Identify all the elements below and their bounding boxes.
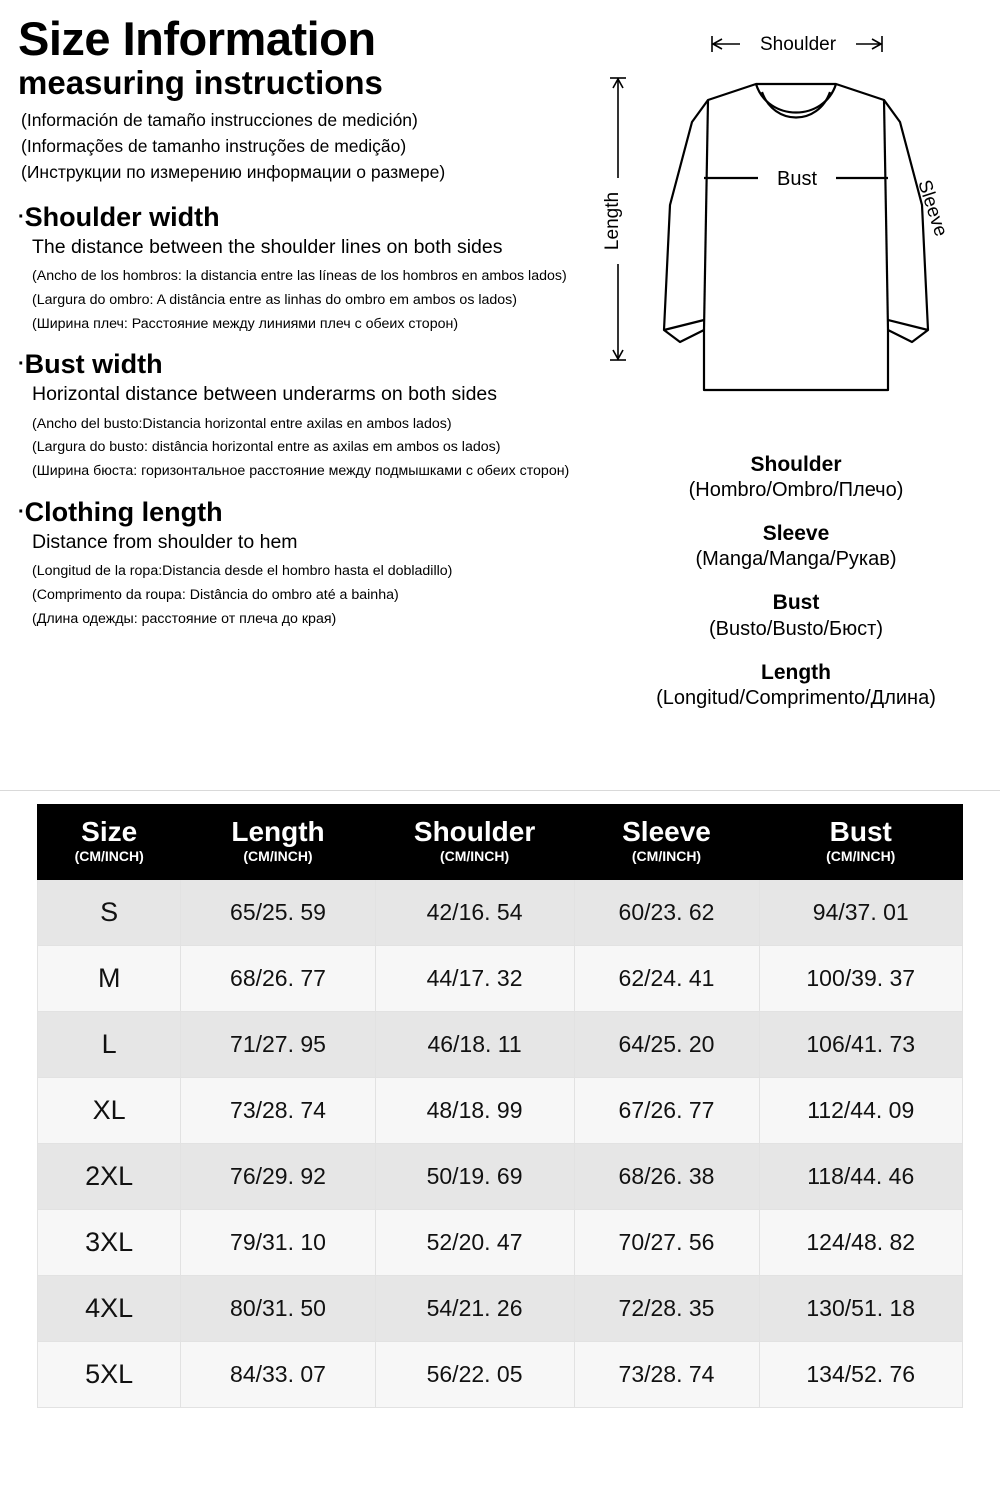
cell-size: M	[38, 945, 181, 1011]
column-unit: (CM/INCH)	[243, 847, 313, 864]
cell-length: 80/31. 50	[181, 1275, 375, 1341]
table-row	[38, 1077, 963, 1143]
bullet-icon: ·	[18, 205, 25, 228]
section-clothing-length	[18, 497, 598, 629]
column-unit: (CM/INCH)	[826, 847, 896, 864]
size-table	[37, 804, 963, 1408]
cell-length: 79/31. 10	[181, 1209, 375, 1275]
cell-bust: 124/48. 82	[759, 1209, 963, 1275]
cell-shoulder: 48/18. 99	[375, 1077, 574, 1143]
cell-length: 73/28. 74	[181, 1077, 375, 1143]
cell-sleeve: 60/23. 62	[574, 879, 759, 945]
page-title: Size Information	[18, 12, 376, 65]
label-shoulder-diagram: Shoulder	[759, 34, 837, 55]
table-row	[38, 1275, 963, 1341]
section-shoulder-width	[18, 202, 598, 334]
table-row	[38, 879, 963, 945]
instructions-column	[18, 14, 598, 634]
legend-list	[600, 452, 992, 711]
bullet-icon: ·	[18, 500, 25, 523]
cell-length: 71/27. 95	[181, 1011, 375, 1077]
cell-sleeve: 67/26. 77	[574, 1077, 759, 1143]
cell-length: 65/25. 59	[181, 879, 375, 945]
legend-translation: (Busto/Busto/Бюст)	[708, 617, 883, 640]
cell-shoulder: 42/16. 54	[375, 879, 574, 945]
column-header-sleeve	[574, 805, 759, 880]
section-translation-es: (Ancho de los hombros: la distancia entre las líneas de los hombros en ambos lados)	[32, 268, 567, 285]
column-header-bust	[759, 805, 963, 880]
cell-sleeve: 72/28. 35	[574, 1275, 759, 1341]
cell-size: 2XL	[38, 1143, 181, 1209]
page-subtitle: measuring instructions	[18, 64, 383, 102]
column-title: Size	[81, 816, 138, 847]
legend-translation: (Hombro/Ombro/Плечо)	[688, 479, 904, 502]
section-description: Distance from shoulder to hem	[32, 531, 298, 553]
legend-item-shoulder	[600, 452, 992, 503]
cell-size: XL	[38, 1077, 181, 1143]
cell-bust: 118/44. 46	[759, 1143, 963, 1209]
cell-shoulder: 52/20. 47	[375, 1209, 574, 1275]
cell-length: 84/33. 07	[181, 1341, 375, 1407]
column-header-length	[181, 805, 375, 880]
cell-bust: 130/51. 18	[759, 1275, 963, 1341]
legend-translation: (Manga/Manga/Рукав)	[695, 548, 897, 571]
cell-size: L	[38, 1011, 181, 1077]
cell-sleeve: 73/28. 74	[574, 1341, 759, 1407]
section-description: Horizontal distance between underarms on both sides	[32, 383, 498, 406]
bullet-icon: ·	[18, 353, 25, 376]
column-title: Sleeve	[622, 816, 711, 847]
size-table-section	[0, 790, 1000, 1408]
legend-item-length	[600, 660, 992, 711]
column-unit: (CM/INCH)	[439, 847, 510, 864]
label-length-diagram: Length	[602, 191, 623, 251]
table-row	[38, 1011, 963, 1077]
column-header-shoulder	[375, 805, 574, 880]
cell-bust: 106/41. 73	[759, 1011, 963, 1077]
header-translation-pt: (Informações de tamanho instruções de medição)	[21, 136, 407, 157]
section-heading	[18, 202, 598, 233]
section-translation-pt: (Largura do busto: distância horizontal entre as axilas em ambos os lados)	[32, 439, 501, 456]
cell-sleeve: 62/24. 41	[574, 945, 759, 1011]
legend-translation: (Longitud/Comprimento/Длина)	[656, 686, 936, 709]
garment-diagram	[600, 30, 992, 430]
header-translation-es: (Información de tamaño instrucciones de medición)	[21, 109, 418, 130]
cell-shoulder: 56/22. 05	[375, 1341, 574, 1407]
column-title: Shoulder	[413, 816, 536, 847]
label-bust-diagram: Bust	[776, 168, 818, 190]
section-translation-ru: (Ширина плеч: Расстояние между линиями плеч с обеих сторон)	[32, 315, 459, 332]
section-translation-es: (Longitud de la ropa:Distancia desde el hombro hasta el dobladillo)	[32, 563, 453, 580]
shirt-illustration	[600, 30, 992, 430]
section-heading	[18, 497, 598, 528]
table-row	[38, 1209, 963, 1275]
table-body	[38, 879, 963, 1407]
column-title: Length	[231, 816, 325, 847]
section-translation-ru: (Ширина бюста: горизонтальное расстояние между подмышками с обеих сторон)	[32, 463, 570, 480]
cell-shoulder: 44/17. 32	[375, 945, 574, 1011]
table-header-row	[38, 805, 963, 880]
table-header	[38, 805, 963, 880]
cell-bust: 134/52. 76	[759, 1341, 963, 1407]
header-translation-ru: (Инструкции по измерению информации о размере)	[21, 162, 446, 183]
cell-size: 4XL	[38, 1275, 181, 1341]
table-row	[38, 945, 963, 1011]
section-heading-text: Bust width	[24, 349, 163, 380]
cell-size: 3XL	[38, 1209, 181, 1275]
cell-sleeve: 68/26. 38	[574, 1143, 759, 1209]
section-translation-ru: (Длина одежды: расстояние от плеча до края)	[32, 610, 337, 627]
diagram-column	[600, 30, 992, 729]
section-translation-pt: (Comprimento da roupa: Distância do ombro até a bainha)	[32, 587, 399, 604]
cell-bust: 94/37. 01	[759, 879, 963, 945]
section-description: The distance between the shoulder lines on both sides	[32, 235, 503, 258]
section-heading-text: Shoulder width	[24, 201, 220, 232]
table-row	[38, 1341, 963, 1407]
cell-size: 5XL	[38, 1341, 181, 1407]
legend-item-sleeve	[600, 521, 992, 572]
section-bust-width	[18, 349, 598, 481]
cell-shoulder: 54/21. 26	[375, 1275, 574, 1341]
section-heading-text: Clothing length	[24, 496, 223, 527]
label-sleeve-diagram: Sleeve	[913, 177, 952, 240]
cell-length: 68/26. 77	[181, 945, 375, 1011]
column-unit: (CM/INCH)	[631, 847, 702, 864]
cell-bust: 112/44. 09	[759, 1077, 963, 1143]
column-title: Bust	[829, 816, 892, 847]
legend-item-bust	[600, 590, 992, 641]
cell-length: 76/29. 92	[181, 1143, 375, 1209]
section-translation-es: (Ancho del busto:Distancia horizontal entre axilas en ambos lados)	[32, 415, 452, 432]
legend-term: Length	[761, 660, 831, 684]
cell-size: S	[38, 879, 181, 945]
cell-bust: 100/39. 37	[759, 945, 963, 1011]
cell-shoulder: 50/19. 69	[375, 1143, 574, 1209]
legend-term: Sleeve	[762, 522, 830, 546]
section-translation-pt: (Largura do ombro: A distância entre as linhas do ombro em ambos os lados)	[32, 291, 517, 308]
legend-term: Bust	[772, 591, 820, 615]
legend-term: Shoulder	[750, 453, 842, 476]
cell-shoulder: 46/18. 11	[375, 1011, 574, 1077]
cell-sleeve: 64/25. 20	[574, 1011, 759, 1077]
cell-sleeve: 70/27. 56	[574, 1209, 759, 1275]
table-row	[38, 1143, 963, 1209]
section-heading	[18, 349, 598, 380]
column-header-size	[38, 805, 181, 880]
column-unit: (CM/INCH)	[74, 847, 144, 864]
